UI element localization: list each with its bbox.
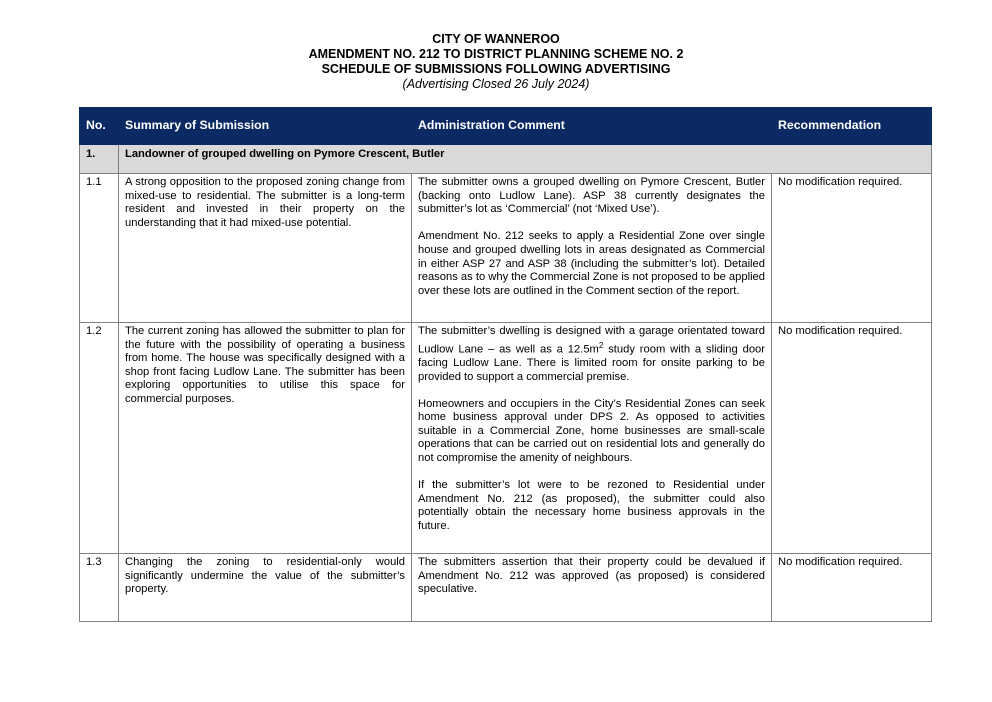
table-row (80, 174, 932, 323)
table-row (80, 554, 932, 622)
submission-summary: The current zoning has allowed the submitter to plan for the future with the possibility of operating a business from home. The house was specifically designed with a shop front facing Ludlow Lane. The submitter has been exploring opportunities to utilise this space for commercial purposes. (119, 323, 412, 554)
submission-summary: A strong opposition to the proposed zoning change from mixed-use to residential. The submitter is a long-term resident and invested in their property on the understanding that it had mixed-use potential. (119, 174, 412, 323)
table-row (80, 323, 932, 554)
row-number: 1.2 (80, 323, 119, 554)
submissions-table (79, 107, 932, 622)
group-row (80, 145, 932, 174)
comment-text: The submitter’s dwelling is designed with a garage orientated toward Ludlow Lane – as well as a 12.5m (418, 325, 765, 356)
superscript: 2 (598, 340, 604, 350)
administration-comment (412, 174, 772, 323)
comment-paragraph: Amendment No. 212 seeks to apply a Residential Zone over single house and grouped dwelling lots in areas designated as Commercial in either ASP 27 and ASP 38 (including the submitter’s lot). Detailed reasons as to why the Commercial Zone is not proposed to be applied over these lots are outlined in the Comment section of the report. (418, 230, 766, 297)
column-header-summary: Summary of Submission (119, 108, 412, 145)
header-amendment: AMENDMENT NO. 212 TO DISTRICT PLANNING SCHEME NO. 2 (308, 47, 684, 61)
comment-text: study room with a sliding door facing Ludlow Lane. There is limited room for onsite parking to be provided to support a commercial premise. (418, 343, 765, 383)
comment-paragraph: If the submitter’s lot were to be rezoned to Residential under Amendment No. 212 (as proposed), the submitter could also potentially obtain the necessary home business approvals in the future. (418, 479, 765, 533)
comment-paragraph: Homeowners and occupiers in the City’s Residential Zones can seek home business approval under DPS 2. As opposed to activities suitable in a Commercial Zone, home businesses are small-scale operations that can be carried out on residential lots and generally do not compromise the amenity of neighbours. (418, 397, 765, 465)
comment-paragraph (418, 325, 765, 384)
submission-summary: Changing the zoning to residential-only would significantly undermine the value of the submitter’s property. (119, 554, 412, 622)
column-header-comment: Administration Comment (412, 108, 772, 145)
table-header-row (80, 108, 932, 145)
header-council: CITY OF WANNEROO (432, 32, 560, 46)
group-number: 1. (80, 145, 119, 174)
header-advertising-closed: (Advertising Closed 26 July 2024) (402, 77, 590, 91)
column-header-recommendation: Recommendation (772, 108, 932, 145)
recommendation: No modification required. (772, 323, 932, 554)
administration-comment (412, 554, 772, 622)
comment-paragraph: The submitter owns a grouped dwelling on Pymore Crescent, Butler (backing onto Ludlow Lane). ASP 38 currently designates the submitter’s lot as ‘Commercial’ (not ‘Mixed Use’). (418, 176, 765, 216)
comment-paragraph: The submitters assertion that their property could be devalued if Amendment No. 212 was approved (as proposed) is considered speculative. (418, 556, 765, 596)
column-header-no: No. (80, 108, 119, 145)
recommendation: No modification required. (772, 554, 932, 622)
recommendation: No modification required. (772, 174, 932, 323)
row-number: 1.1 (80, 174, 119, 323)
administration-comment (412, 323, 772, 554)
row-number: 1.3 (80, 554, 119, 622)
header-schedule: SCHEDULE OF SUBMISSIONS FOLLOWING ADVERTISING (321, 62, 671, 76)
document-header (0, 0, 992, 92)
group-title: Landowner of grouped dwelling on Pymore Crescent, Butler (119, 145, 932, 174)
